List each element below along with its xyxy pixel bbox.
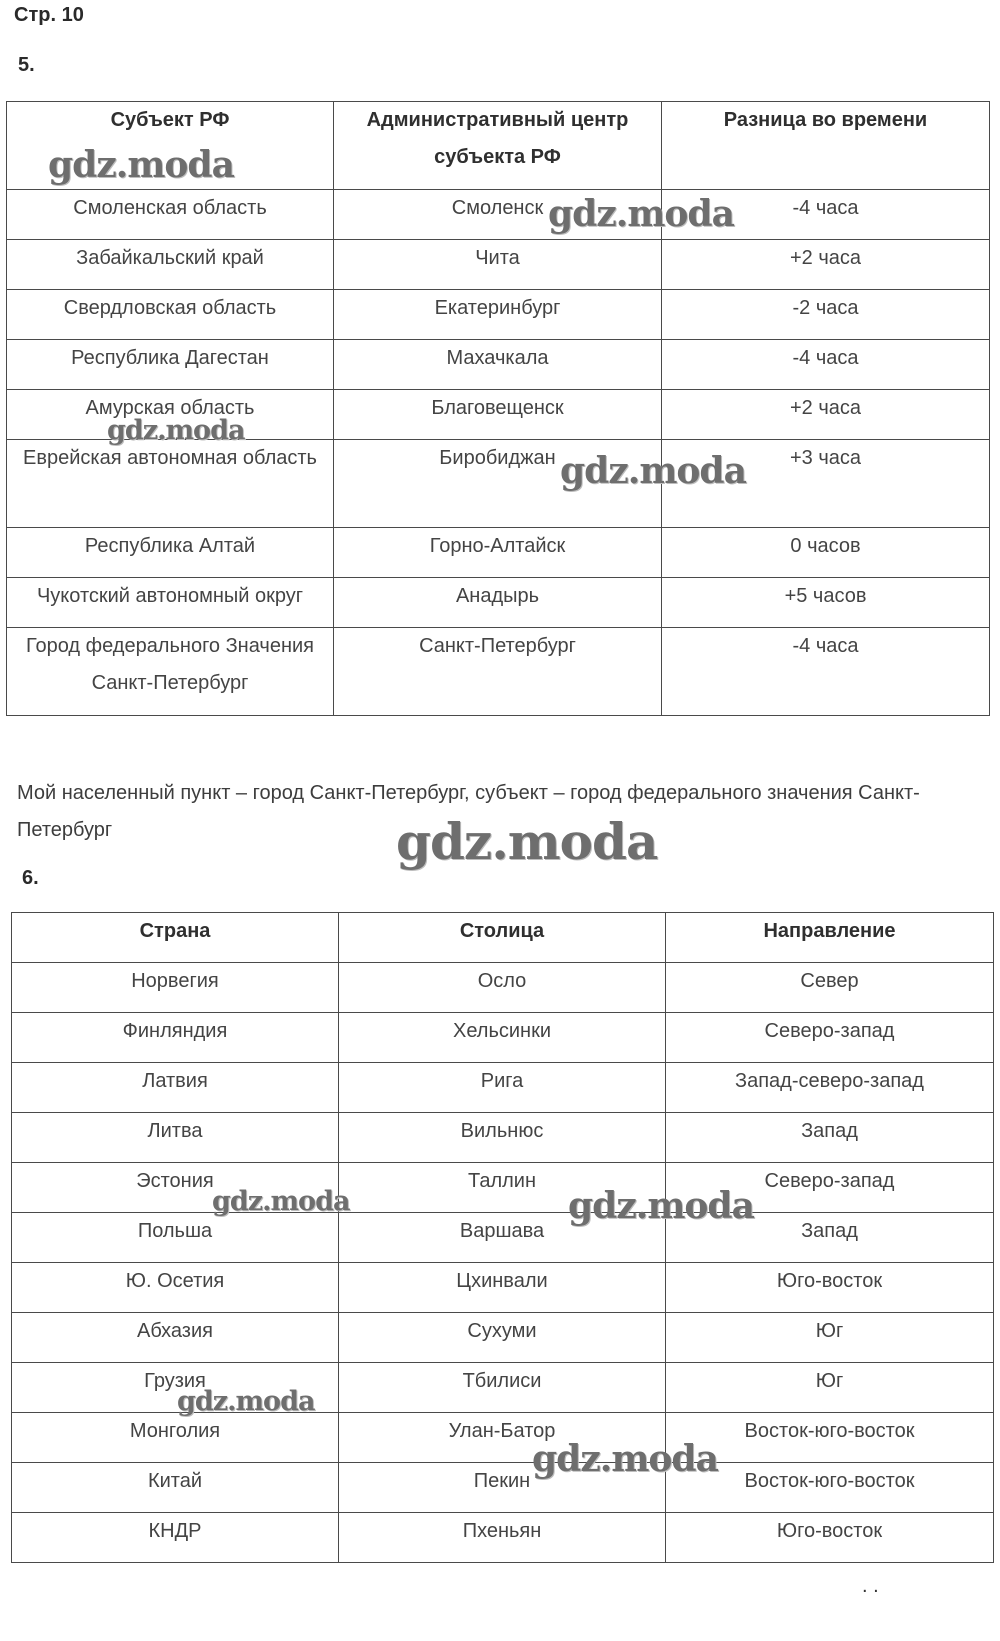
cell-country: Финляндия	[12, 1013, 339, 1063]
cell-country: Абхазия	[12, 1313, 339, 1363]
cell-direction: Юго-восток	[666, 1263, 994, 1313]
cell-center: Анадырь	[334, 578, 662, 628]
watermark: gdz.moda	[548, 193, 734, 235]
page-label: Стр. 10	[14, 4, 84, 26]
cell-center: Екатеринбург	[334, 290, 662, 340]
cell-capital: Рига	[339, 1063, 666, 1113]
cell-capital: Осло	[339, 963, 666, 1013]
cell-direction: Юг	[666, 1313, 994, 1363]
cell-direction: Северо-запад	[666, 1013, 994, 1063]
cell-difference: -4 часа	[662, 628, 990, 716]
cell-center: Горно-Алтайск	[334, 528, 662, 578]
cell-capital: Цхинвали	[339, 1263, 666, 1313]
cell-difference: +3 часа	[662, 440, 990, 528]
header-subject: Субъект РФ	[7, 102, 334, 190]
cell-country: Литва	[12, 1113, 339, 1163]
watermark: gdz.moda	[532, 1438, 718, 1480]
watermark: gdz.moda	[107, 415, 245, 446]
cell-country: Эстония	[12, 1163, 339, 1213]
header-time-difference: Разница во времени	[662, 102, 990, 190]
cell-capital: Пекин	[339, 1463, 666, 1513]
cell-difference: +2 часа	[662, 240, 990, 290]
table-row	[12, 1513, 994, 1563]
time-difference-table	[6, 101, 990, 716]
cell-country: Ю. Осетия	[12, 1263, 339, 1313]
cell-country: Грузия	[12, 1363, 339, 1413]
table-row	[7, 628, 990, 716]
table-row	[12, 1113, 994, 1163]
table-row	[12, 1013, 994, 1063]
cell-country: КНДР	[12, 1513, 339, 1563]
cell-center: Чита	[334, 240, 662, 290]
header-capital: Столица	[339, 913, 666, 963]
cell-difference: 0 часов	[662, 528, 990, 578]
cell-capital: Улан-Батор	[339, 1413, 666, 1463]
watermark: gdz.moda	[568, 1185, 754, 1227]
cell-subject: Чукотский автономный округ	[7, 578, 334, 628]
task-5-number: 5.	[18, 54, 35, 76]
cell-direction: Юго-восток	[666, 1513, 994, 1563]
cell-subject: Забайкальский край	[7, 240, 334, 290]
cell-center: Благовещенск	[334, 390, 662, 440]
table-row	[12, 1313, 994, 1363]
cell-capital: Тбилиси	[339, 1363, 666, 1413]
table-row	[7, 440, 990, 528]
cell-center: Санкт-Петербург	[334, 628, 662, 716]
watermark: gdz.moda	[560, 450, 746, 492]
cell-center: Махачкала	[334, 340, 662, 390]
table-row	[12, 1363, 994, 1413]
cell-capital: Варшава	[339, 1213, 666, 1263]
cell-subject: Республика Дагестан	[7, 340, 334, 390]
cell-country: Латвия	[12, 1063, 339, 1113]
table-row	[7, 578, 990, 628]
table-row	[12, 1063, 994, 1113]
cell-direction: Запад-северо-запад	[666, 1063, 994, 1113]
cell-subject: Еврейская автономная область	[7, 440, 334, 528]
cell-subject: Смоленская область	[7, 190, 334, 240]
cell-difference: -2 часа	[662, 290, 990, 340]
table-row	[7, 528, 990, 578]
cell-country: Польша	[12, 1213, 339, 1263]
table-row	[12, 1163, 994, 1213]
cell-country: Китай	[12, 1463, 339, 1513]
table-row	[7, 240, 990, 290]
locality-note: Мой населенный пункт – город Санкт-Петербург, субъект – город федерального значения Санкт-Петербург	[17, 782, 920, 841]
table-row	[12, 1263, 994, 1313]
watermark: gdz.moda	[177, 1386, 315, 1417]
cell-difference: +2 часа	[662, 390, 990, 440]
cell-subject: Свердловская область	[7, 290, 334, 340]
cell-direction: Юг	[666, 1363, 994, 1413]
cell-capital: Таллин	[339, 1163, 666, 1213]
cell-direction: Север	[666, 963, 994, 1013]
cell-center: Биробиджан	[334, 440, 662, 528]
table-row	[12, 963, 994, 1013]
table-row	[12, 1213, 994, 1263]
watermark: gdz.moda	[212, 1186, 350, 1217]
cell-subject: Республика Алтай	[7, 528, 334, 578]
footer-marks: . .	[862, 1575, 879, 1597]
cell-difference: +5 часов	[662, 578, 990, 628]
cell-direction: Восток-юго-восток	[666, 1463, 994, 1513]
table-row	[12, 1413, 994, 1463]
countries-table	[11, 912, 994, 1563]
task-6-number: 6.	[22, 867, 39, 889]
cell-direction: Северо-запад	[666, 1163, 994, 1213]
header-country: Страна	[12, 913, 339, 963]
cell-direction: Запад	[666, 1113, 994, 1163]
cell-capital: Хельсинки	[339, 1013, 666, 1063]
cell-center: Смоленск	[334, 190, 662, 240]
cell-direction: Запад	[666, 1213, 994, 1263]
watermark: gdz.moda	[396, 812, 658, 871]
cell-difference: -4 часа	[662, 340, 990, 390]
cell-capital: Вильнюс	[339, 1113, 666, 1163]
watermark: gdz.moda	[48, 144, 234, 186]
cell-difference: -4 часа	[662, 190, 990, 240]
table-row	[7, 340, 990, 390]
header-admin-center: Административный центр субъекта РФ	[334, 102, 662, 190]
table-row	[7, 290, 990, 340]
header-direction: Направление	[666, 913, 994, 963]
cell-country: Монголия	[12, 1413, 339, 1463]
cell-capital: Сухуми	[339, 1313, 666, 1363]
cell-direction: Восток-юго-восток	[666, 1413, 994, 1463]
table-row	[7, 190, 990, 240]
cell-country: Норвегия	[12, 963, 339, 1013]
cell-subject: Город федерального Значения Санкт-Петербург	[7, 628, 334, 716]
table-row	[12, 1463, 994, 1513]
cell-capital: Пхеньян	[339, 1513, 666, 1563]
cell-subject: Амурская область	[7, 390, 334, 440]
